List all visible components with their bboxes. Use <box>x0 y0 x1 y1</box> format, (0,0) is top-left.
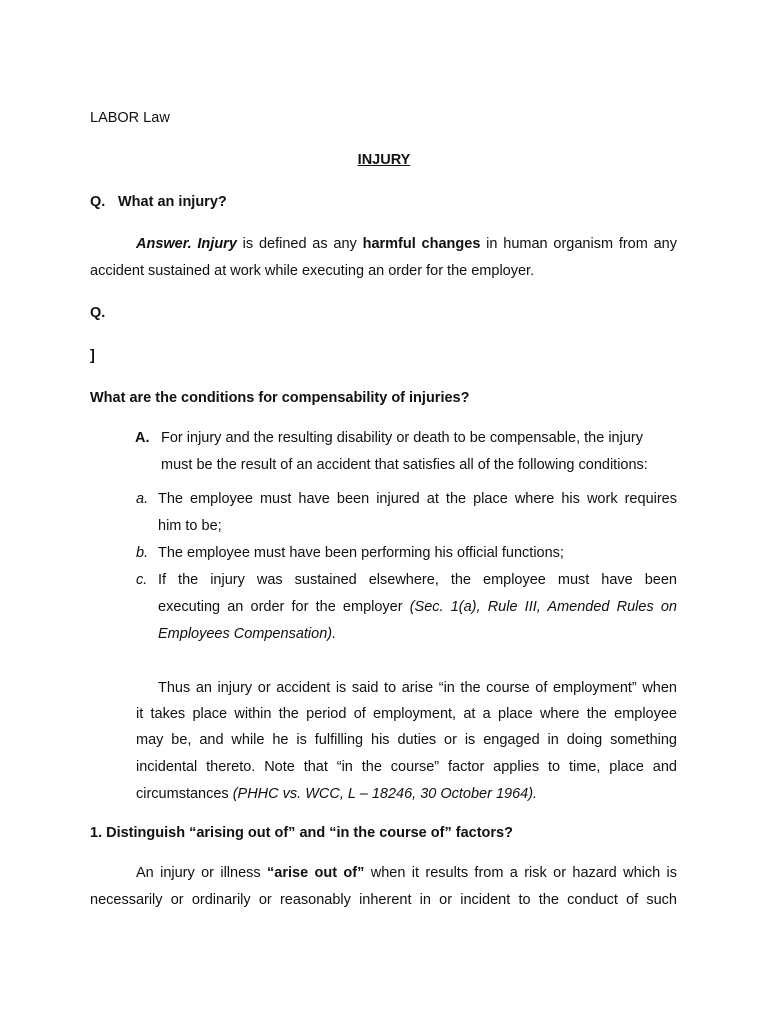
citation: Employees Compensation). <box>158 626 337 642</box>
bracket-mark: ] <box>90 348 95 364</box>
answer-line: An injury or illness “arise out of” when it results from a risk or hazard which is <box>136 865 678 881</box>
list-marker: b. <box>136 545 149 561</box>
answer-label: Answer. <box>136 236 192 252</box>
answer-line: For injury and the resulting disability or death to be compensable, the injury <box>161 430 643 446</box>
paragraph-line: it takes place within the period of employment, at a place where the employee <box>136 706 677 722</box>
citation: (Sec. 1(a), Rule III, Amended Rules on <box>409 599 677 615</box>
paragraph-line: may be, and while he is fulfilling his duties or is engaged in doing something <box>136 732 677 748</box>
answer-line: accident sustained at work while executing an order for the employer. <box>90 263 535 279</box>
answer-text: in human organism from any <box>480 236 677 252</box>
paragraph-line: incidental thereto. Note that “in the course” factor applies to time, place and <box>136 759 677 775</box>
list-item: The employee must have been performing his official functions; <box>158 545 564 561</box>
answer-text: is defined as any <box>236 236 363 252</box>
question-text: What an injury? <box>118 194 227 210</box>
section-heading: INJURY <box>357 152 411 168</box>
list-item: If the injury was sustained elsewhere, the employee must have been <box>158 572 677 588</box>
answer-line: necessarily or ordinarily or reasonably inherent in or incident to the conduct of such <box>90 892 677 908</box>
question-text: 1. Distinguish “arising out of” and “in the course of” factors? <box>90 825 513 841</box>
doc-title: LABOR Law <box>90 110 170 126</box>
answer-line: must be the result of an accident that satisfies all of the following conditions: <box>161 457 648 473</box>
list-item: The employee must have been injured at the place where his work requires <box>158 491 677 507</box>
paragraph-line: Thus an injury or accident is said to arise “in the course of employment” when <box>158 680 677 696</box>
list-item-line: him to be; <box>158 518 222 534</box>
answer-bold: “arise out of” <box>267 865 365 881</box>
list-marker: a. <box>136 491 149 507</box>
question-prefix: Q. <box>90 194 106 210</box>
list-marker: c. <box>136 572 148 588</box>
question-text: What are the conditions for compensability of injuries? <box>90 390 470 406</box>
paragraph-line: circumstances (PHHC vs. WCC, L – 18246, 30 October 1964). <box>136 786 538 802</box>
question-prefix: Q. <box>90 305 106 321</box>
citation: (PHHC vs. WCC, L – 18246, 30 October 1964). <box>232 786 538 802</box>
answer-bold: harmful changes <box>362 236 481 252</box>
answer-label: A. <box>135 430 150 446</box>
list-item-line: executing an order for the employer (Sec. 1(a), Rule III, Amended Rules on <box>158 599 677 615</box>
answer-line <box>136 236 677 252</box>
answer-term: Injury <box>197 236 237 252</box>
